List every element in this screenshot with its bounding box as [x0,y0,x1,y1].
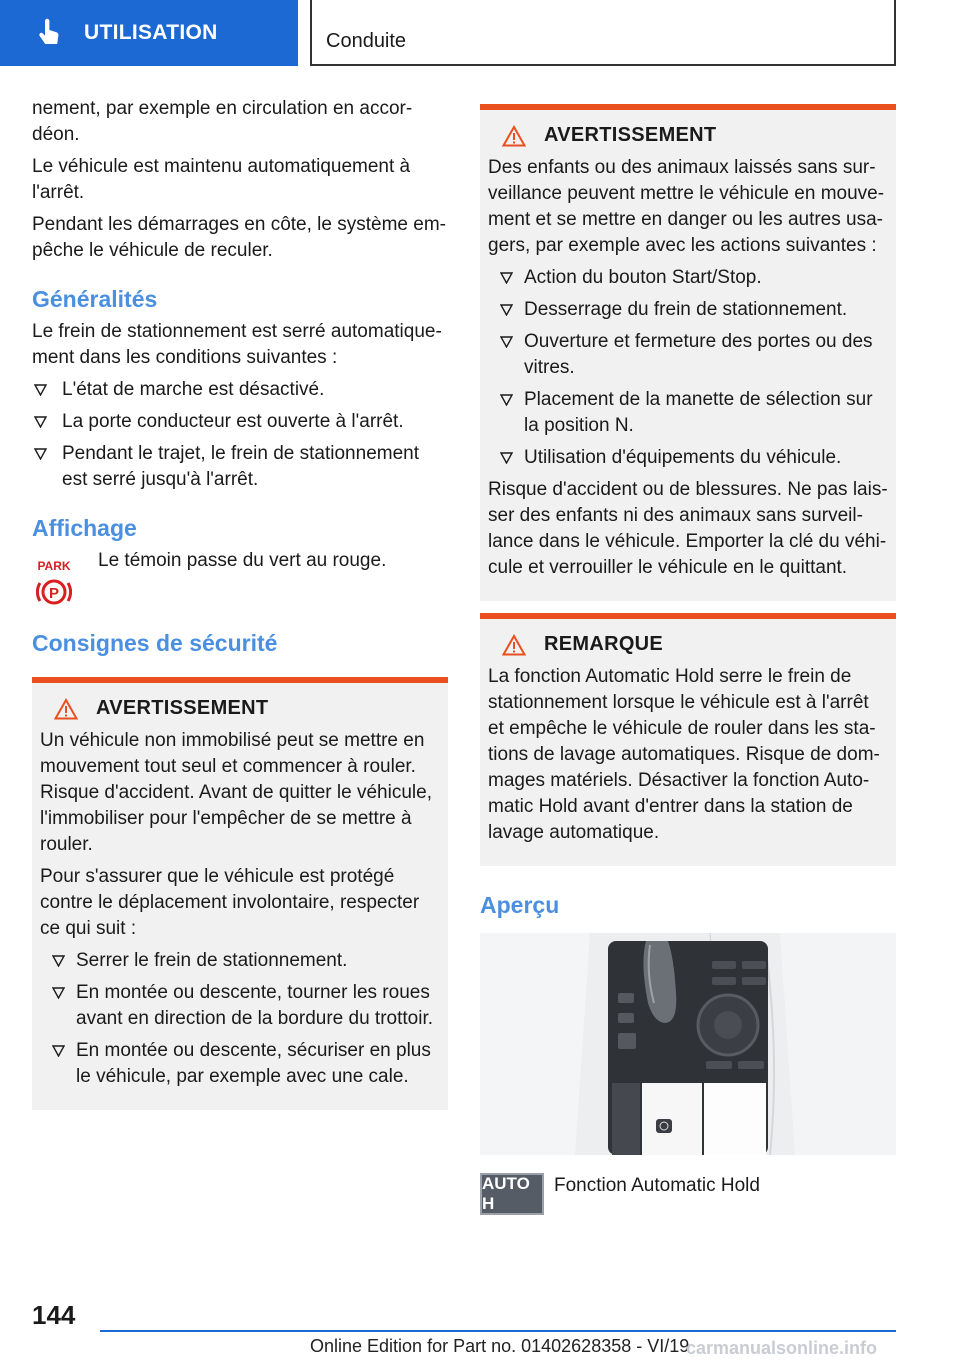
warning-title: AVERTISSEMENT [488,124,888,147]
svg-text:PARK: PARK [37,559,71,573]
triangle-bullet-icon [52,987,65,999]
warning-paragraph-1: Des enfants ou des animaux laissés sans surveillance peuvent mettre le véhicule en mouvement et se mettre en danger ou les autres usagers, par exemple avec les actions suivantes : [488,157,885,256]
warning-paragraph-1: Un véhicule non immobilisé peut se mettre en mouvement tout seul et commencer à rouler. Risque d'accident. Avant de quitter le véhicule, l'immobiliser pour l'empêcher de se mettre à rouler. [40,730,432,855]
warning-title: AVERTISSEMENT [40,697,440,720]
list-item: La porte conducteur est ouverte à l'arrêt. [32,409,448,435]
warning-box [32,677,448,1110]
intro-paragraph-3: Pendant les démarrages en côte, le système empêche le véhicule de reculer. [32,214,446,261]
list-item: L'état de marche est désactivé. [32,377,448,403]
warning-box [480,104,896,601]
footer-edition: Online Edition for Part no. 01402628358 - VI/19 [310,1336,690,1356]
generalites-list [32,377,448,493]
affichage-row [32,548,448,610]
right-column [480,104,896,1215]
park-brake-indicator-icon [32,556,76,610]
svg-text:P: P [48,585,60,602]
list-item: Pendant le trajet, le frein de stationnement est serré jusqu'à l'arrêt. [32,441,448,493]
generalites-text: Le frein de stationnement est serré automatiquement dans les conditions suivantes : [32,321,442,368]
left-column [32,96,448,1110]
warning-paragraph-2: Risque d'accident ou de blessures. Ne pas laisser des enfants ni des animaux sans surveillance dans le véhicule. Emporter la clé du véhicule et verrouiller le véhicule en le quittant. [488,479,888,578]
intro-paragraph-2: Le véhicule est maintenu automatiquement à l'arrêt. [32,156,411,203]
warning-paragraph-2: Pour s'assurer que le véhicule est protégé contre le déplacement involontaire, respecter ce qui suit : [40,866,420,939]
warning-triangle-icon [502,125,526,147]
heading-affichage: Affichage [32,515,137,541]
list-item: En montée ou descente, sécuriser en plus le véhicule, par exemple avec une cale. [40,1038,440,1090]
hand-pointer-icon [34,18,64,48]
auto-hold-caption: Fonction Automatic Hold [554,1175,760,1196]
triangle-bullet-icon [34,416,47,428]
heading-consignes: Consignes de sécurité [32,630,278,656]
note-title: REMARQUE [488,633,888,656]
warning-list [40,948,440,1090]
section-tab [0,0,298,66]
triangle-bullet-icon [500,394,513,406]
triangle-bullet-icon [500,452,513,464]
warning-list [488,265,888,471]
triangle-bullet-icon [52,955,65,967]
list-item: Ouverture et fermeture des portes ou des vitres. [488,329,888,381]
triangle-bullet-icon [34,448,47,460]
triangle-bullet-icon [500,336,513,348]
footer-divider [100,1330,896,1332]
triangle-bullet-icon [500,304,513,316]
page-number: 144 [32,1300,76,1330]
chapter-header [310,0,896,66]
triangle-bullet-icon [52,1045,65,1057]
chapter-title: Conduite [326,30,407,52]
list-item: Desserrage du frein de stationnement. [488,297,888,323]
warning-triangle-icon [502,634,526,656]
affichage-text: Le témoin passe du vert au rouge. [98,550,387,571]
heading-apercu: Aperçu [480,892,560,918]
triangle-bullet-icon [500,272,513,284]
list-item: Placement de la manette de sélection sur la position N. [488,387,888,439]
intro-paragraph-1: nement, par exemple en circulation en accordéon. [32,98,413,145]
auto-hold-button-icon: AUTO H [480,1173,544,1215]
list-item: Serrer le frein de stationnement. [40,948,440,974]
note-paragraph: La fonction Automatic Hold serre le frein de stationnement lorsque le véhicule est à l'arrêt et empêche le véhicule de rouler dans les stations de lavage automatiques. Risque de dommages matériels. Désactiver la fonction Automatic Hold avant d'entrer dans la station de lavage automatique. [488,666,880,843]
list-item: Action du bouton Start/Stop. [488,265,888,291]
heading-generalites: Généralités [32,286,158,312]
section-title: UTILISATION [84,21,218,44]
watermark: carmanualsonline.info [686,1338,878,1358]
center-console-photo [480,933,896,1155]
auto-hold-row [480,1173,896,1215]
list-item: Utilisation d'équipements du véhicule. [488,445,888,471]
note-box [480,613,896,866]
triangle-bullet-icon [34,384,47,396]
list-item: En montée ou descente, tourner les roues avant en direction de la bordure du trottoir. [40,980,440,1032]
warning-triangle-icon [54,698,78,720]
